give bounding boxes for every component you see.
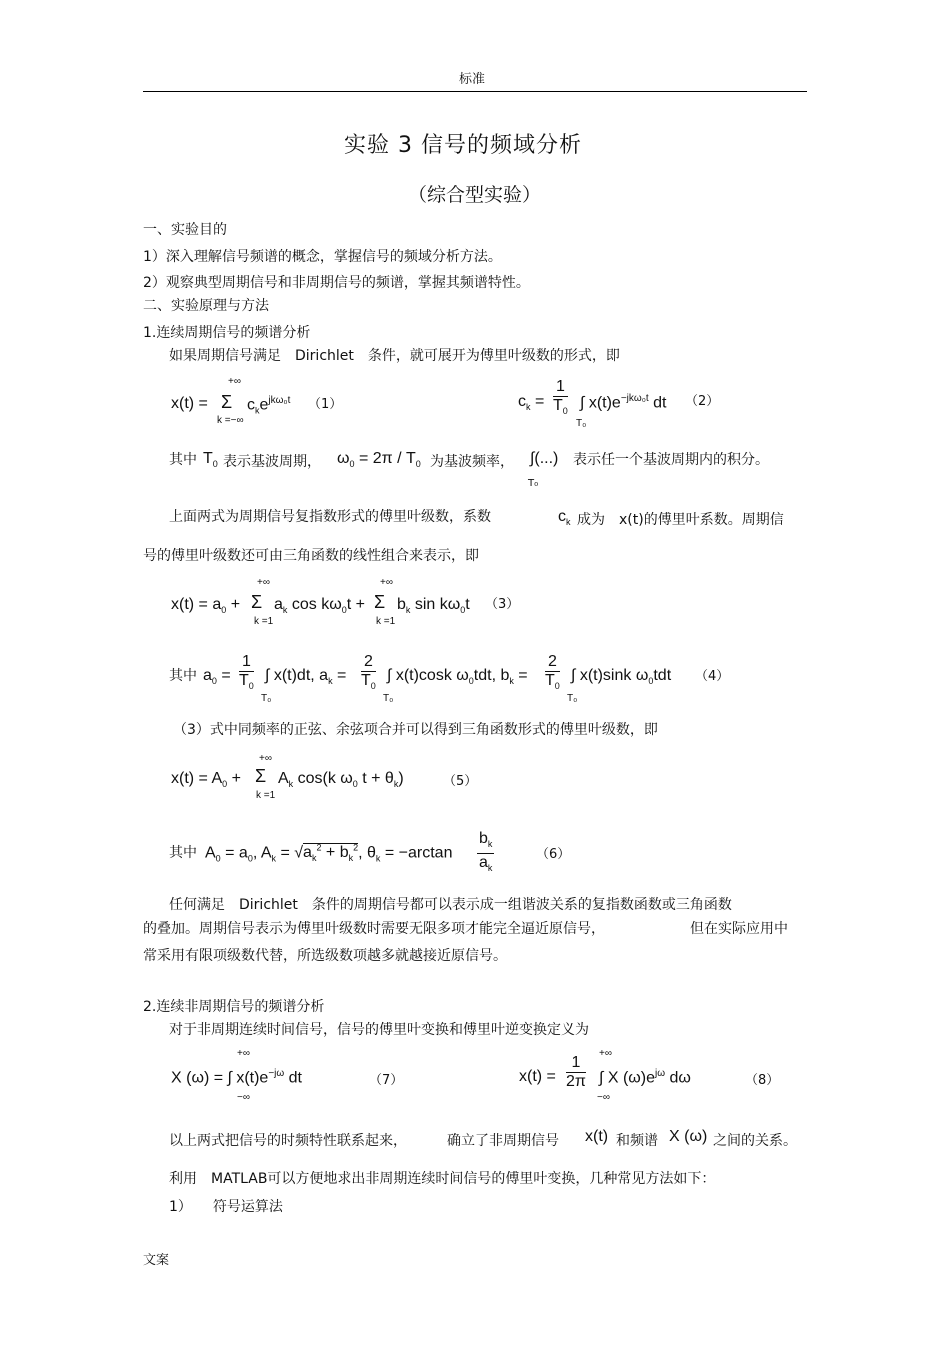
- where-1-label: 其中: [169, 452, 197, 468]
- equation-8: +∞ x(t) = $\frac{1}{2\pi}$ ∫ X $(\omega)e^{j\omega}$ dω −∞: [519, 1048, 691, 1103]
- equation-number-7: （7）: [369, 1073, 404, 1088]
- equation-2: $c_k$ = $\frac{1}{T_0}$ ∫ $x(t)e^{-jk\omega_0t}$ dt T₀: [518, 378, 667, 429]
- paragraph-7d: 常采用有限项级数代替，所选级数项越多就越接近原信号。: [143, 948, 507, 964]
- symbol-T0: $T_0$: [203, 450, 218, 470]
- symbol-omega0: $\omega_0 = 2\pi / T_0$: [337, 450, 421, 470]
- doc-subtitle: （综合型实验）: [408, 184, 542, 206]
- paragraph-8a: 以上两式把信号的时频特性联系起来，: [169, 1133, 407, 1149]
- intro-paragraph-2: 对于非周期连续时间信号，信号的傅里叶变换和傅里叶逆变换定义为: [169, 1022, 589, 1038]
- where-4-label: 其中: [169, 668, 197, 684]
- where-1-text-c: 为基波频率，: [430, 454, 514, 470]
- list-item-1: 1） 符号运算法: [169, 1199, 283, 1215]
- paragraph-2a: 上面两式为周期信号复指数形式的傅里叶级数，系数: [169, 509, 491, 525]
- symbol-integral-subscript: T₀: [528, 478, 539, 489]
- subsection-1: 1.连续周期信号的频谱分析: [143, 325, 311, 341]
- intro-paragraph-1: 如果周期信号满足 Dirichlet 条件，就可展开为傅里叶级数的形式，即: [169, 348, 620, 364]
- equation-5: +∞ $x(t) = A_0$ + Σ $A_k$ cos(k $\omega_0$ $t + \theta_k$) k =1: [171, 753, 404, 801]
- section-heading-1: 一、实验目的: [143, 222, 227, 238]
- where-1-text-d: 表示任一个基波周期内的积分。: [573, 452, 769, 468]
- equation-number-6: （6）: [536, 847, 571, 862]
- equation-number-4: （4）: [695, 669, 730, 684]
- objective-2: 2）观察典型周期信号和非周期信号的频谱，掌握其频谱特性。: [143, 275, 530, 291]
- equation-number-8: （8）: [745, 1073, 780, 1088]
- section-heading-2: 二、实验原理与方法: [143, 298, 269, 314]
- paragraph-9: 利用 MATLAB可以方便地求出非周期连续时间信号的傅里叶变换，几种常见方法如下：: [169, 1171, 716, 1187]
- symbol-integral: ∫(...): [530, 450, 559, 467]
- symbol-X-omega: X (ω): [669, 1128, 708, 1145]
- page-header: 标准: [459, 72, 486, 87]
- paragraph-7c: 但在实际应用中: [690, 921, 788, 937]
- objective-1: 1）深入理解信号频谱的概念，掌握信号的频域分析方法。: [143, 249, 502, 265]
- equation-number-5: （5）: [443, 774, 478, 789]
- paragraph-8d: 之间的关系。: [713, 1133, 797, 1149]
- paragraph-7b: 的叠加。周期信号表示为傅里叶级数时需要无限多项才能完全逼近原信号，: [143, 921, 605, 937]
- equation-number-2: （2）: [685, 394, 720, 409]
- paragraph-8c: 和频谱: [616, 1133, 658, 1149]
- page-footer: 文案: [143, 1253, 170, 1268]
- doc-title: 实验 3 信号的频域分析: [344, 133, 582, 158]
- where-1-text-b: 表示基波周期，: [223, 454, 321, 470]
- symbol-xt: x(t): [585, 1128, 609, 1145]
- equation-3: +∞ +∞ $x(t) = a_0$ + Σ $a_k$ $\cos k\omega_0t$ + Σ $b_k$ $\sin k\omega_0t$ k =1 k =1: [171, 577, 470, 627]
- equation-6: $A_0 = a_0$, $A_k = √a_k^2 + b_k^2$, $\theta_k = -\arctan$ $\frac{b_k}{a_k}$: [205, 830, 493, 874]
- equation-7: +∞ X (ω) = ∫ $x(t)e^{-j\omega}$ dt −∞: [171, 1048, 302, 1103]
- where-6-label: 其中: [169, 845, 197, 861]
- header-rule: [143, 91, 807, 92]
- equation-number-1: （1）: [308, 397, 343, 412]
- paragraph-5: （3）式中同频率的正弦、余弦项合并可以得到三角函数形式的傅里叶级数，即: [173, 722, 658, 738]
- equation-4: $a_0$ = $\frac{1}{T_0}$ ∫ x(t)dt, $a_k$ = $\frac{2}{T_0}$ ∫ x(t)cosk $\omega_0tdt$, $b_k$ = $\frac{2}{T_0}$ ∫ x(t)sink $\omega_0tdt$ T₀ T₀ T₀: [203, 653, 672, 704]
- paragraph-2c: 号的傅里叶级数还可由三角函数的线性组合来表示，即: [143, 548, 479, 564]
- paragraph-8b: 确立了非周期信号: [447, 1133, 559, 1149]
- paragraph-7a: 任何满足 Dirichlet 条件的周期信号都可以表示成一组谐波关系的复指数函数或三角函数: [169, 897, 732, 913]
- subsection-2: 2.连续非周期信号的频谱分析: [143, 999, 325, 1015]
- paragraph-2b: 成为 x(t)的傅里叶系数。周期信: [577, 512, 784, 528]
- equation-number-3: （3）: [485, 597, 520, 612]
- symbol-ck: $c_k$: [558, 508, 571, 528]
- equation-1: +∞ x(t) = Σ $c_ke^{jk\omega_0t}$ k =−∞: [171, 376, 291, 426]
